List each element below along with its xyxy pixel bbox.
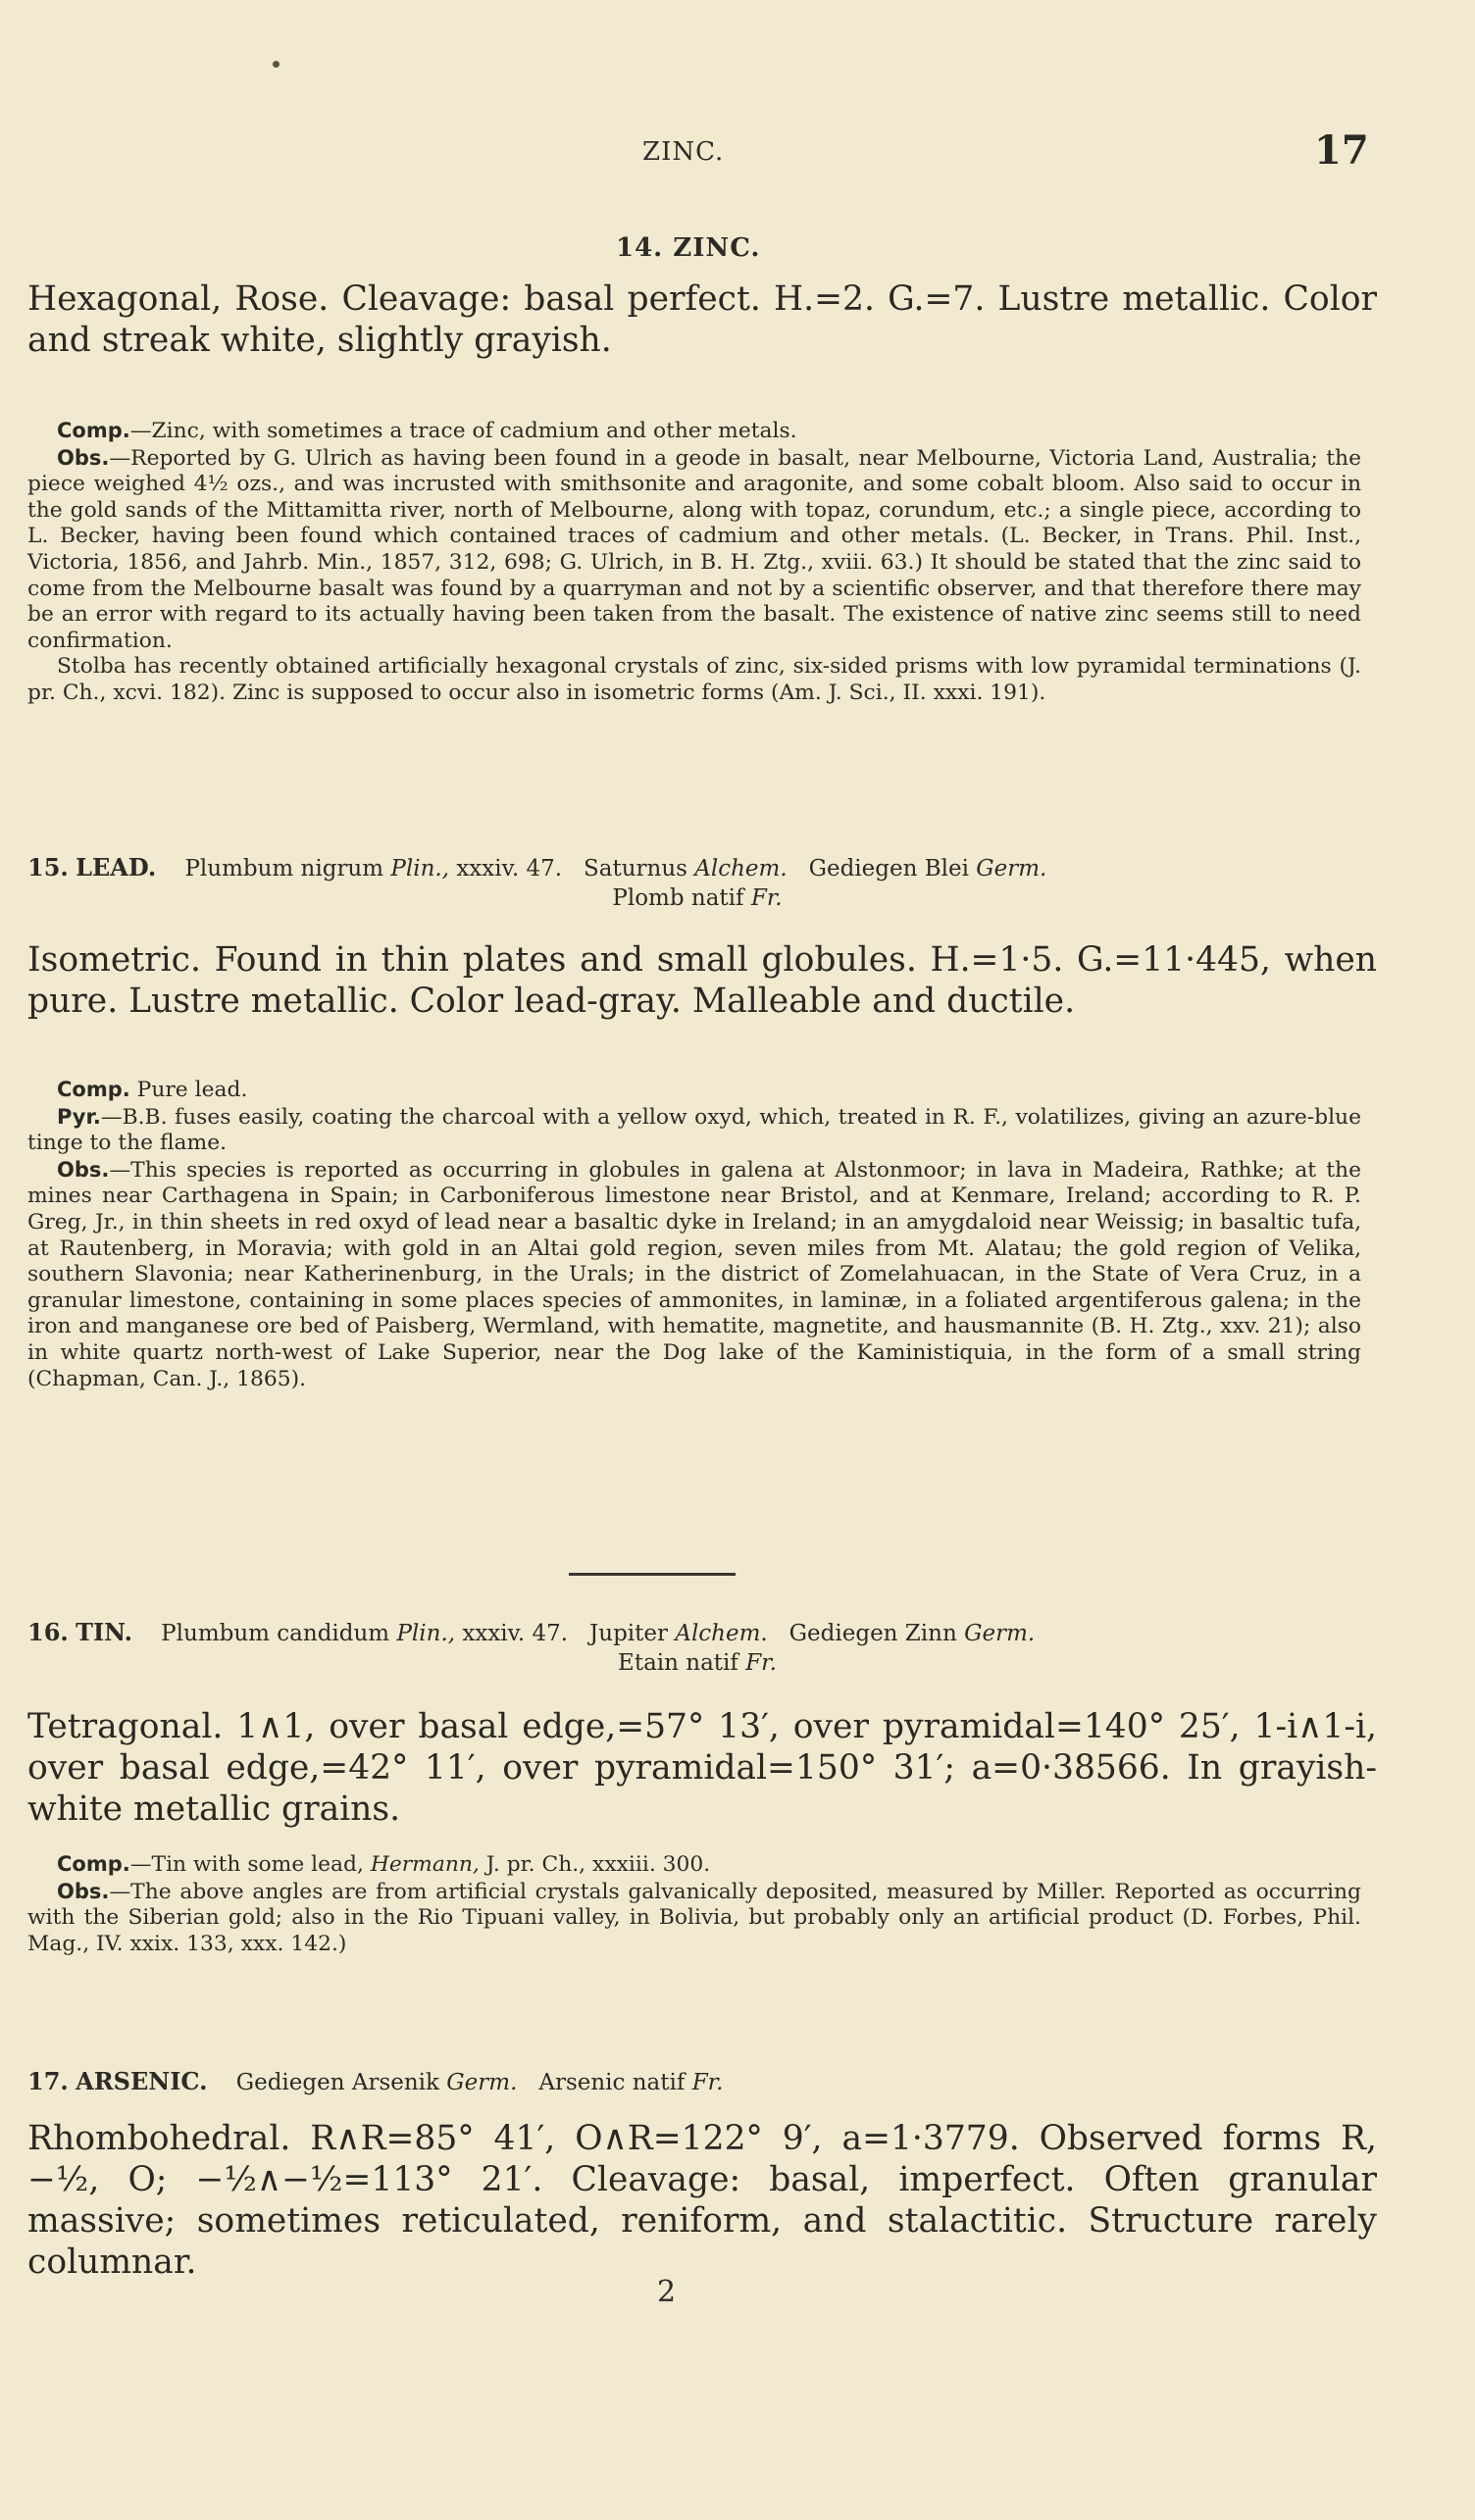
arsenic-synonym: Arsenic natif: [538, 2070, 686, 2095]
lead-obs: [27, 1157, 1361, 1392]
ink-speck: [273, 61, 280, 68]
lead-description: Isometric. Found in thin plates and small globules. H.=1·5. G.=11·445, when pure. Lustre metallic. Color lead-gray. Malleable and ductile.: [27, 940, 1377, 1021]
comp-label: Comp.: [57, 1078, 130, 1101]
tin-synonym-source: Alchem.: [675, 1621, 768, 1646]
zinc-description: Hexagonal, Rose. Cleavage: basal perfect. H.=2. G.=7. Lustre metallic. Color and streak white, slightly grayish.: [27, 279, 1377, 360]
lead-synonym: Saturnus: [583, 856, 687, 882]
lead-synonym: Plomb natif: [612, 885, 744, 911]
lead-synonym-source: Fr.: [750, 885, 783, 911]
tin-description: Tetragonal. 1∧1, over basal edge,=57° 13′, over pyramidal=140° 25′, 1-i∧1-i, over basal edge,=42° 11′, over pyramidal=150° 31′; a=0·38566. In grayish-white metallic grains.: [27, 1707, 1377, 1829]
comp-text: —Zinc, with sometimes a trace of cadmium and other metals.: [129, 419, 797, 443]
lead-name: LEAD.: [76, 853, 157, 882]
comp-ref: J. pr. Ch., xxxiii. 300.: [485, 1852, 711, 1877]
arsenic-synonym-source: Germ.: [446, 2070, 518, 2095]
lead-synonym-ref: xxxiv. 47.: [456, 856, 563, 882]
tin-header: [27, 1618, 1367, 1678]
arsenic-synonym-source: Fr.: [691, 2070, 724, 2095]
tin-synonym: Etain natif: [618, 1650, 738, 1676]
lead-synonym: Plumbum nigrum: [184, 856, 384, 882]
tin-number: 16.: [27, 1618, 69, 1646]
tin-synonym-source: Plin.,: [396, 1621, 456, 1646]
lead-synonym-source: Alchem.: [694, 856, 788, 882]
tin-synonym-source: Fr.: [745, 1650, 777, 1676]
section-rule: [569, 1573, 736, 1576]
lead-header-line2: [27, 883, 1367, 913]
pyr-label: Pyr.: [57, 1104, 101, 1129]
tin-header-line2: [27, 1648, 1367, 1678]
lead-header: [27, 853, 1367, 913]
obs-label: Obs.: [57, 1157, 110, 1182]
tin-synonym-ref: xxxiv. 47.: [462, 1621, 569, 1646]
arsenic-name: ARSENIC.: [76, 2067, 208, 2095]
tin-synonym: Plumbum candidum: [161, 1621, 390, 1646]
running-head: ZINC.: [642, 137, 725, 167]
lead-number: 15.: [27, 853, 69, 882]
arsenic-header: [27, 2067, 1367, 2097]
comp-label: Comp.: [57, 419, 130, 442]
zinc-notes: [27, 418, 1361, 707]
lead-notes: [27, 1077, 1361, 1392]
tin-obs: [27, 1879, 1361, 1958]
comp-text: —Tin with some lead,: [129, 1852, 364, 1877]
lead-synonym-source: Plin.,: [390, 856, 449, 882]
comp-label: Comp.: [57, 1852, 130, 1876]
arsenic-description: Rhombohedral. R∧R=85° 41′, O∧R=122° 9′, a=1·3779. Observed forms R, −½, O; −½∧−½=113° 21′. Cleavage: basal, imperfect. Often granular massive; sometimes reticulated, reniform, and stalactitic. Structure rarely columnar.: [27, 2119, 1377, 2282]
obs-text: —The above angles are from artificial crystals galvanically deposited, measured by Miller. Reported as occurring with the Siberian gold; also in the Rio Tipuani valley, in Bolivia, but probably only an artificial product (D. Forbes, Phil. Mag., IV. xxix. 133, xxx. 142.): [27, 1879, 1361, 1956]
pyr-text: —B.B. fuses easily, coating the charcoal with a yellow oxyd, which, treated in R. F., volatilizes, giving an azure-blue tinge to the flame.: [27, 1104, 1361, 1156]
tin-synonym: Gediegen Zinn: [788, 1621, 957, 1646]
obs-label: Obs.: [57, 1879, 110, 1903]
tin-name: TIN.: [76, 1618, 132, 1646]
zinc-stolba: Stolba has recently obtained artificially hexagonal crystals of zinc, six-sided prisms with low pyramidal terminations (J. pr. Ch., xcvi. 182). Zinc is supposed to occur also in isometric forms (Am. J. Sci., II. xxxi. 191).: [27, 654, 1361, 705]
signature-mark: 2: [657, 2275, 677, 2309]
obs-text: —This species is reported as occurring in globules in galena at Alstonmoor; in lava in Madeira, Rathke; at the mines near Carthagena in Spain; in Carboniferous limestone near Bristol, and at Kenmare, Ireland; according to R. P. Greg, Jr., in thin sheets in red oxyd of lead near a basaltic dyke in Ireland; in an amygdaloid near Weissig; in basaltic tufa, at Rautenberg, in Moravia; with gold in an Altai gold region, seven miles from Mt. Alatau; the gold region of Velika, southern Slavonia; near Katherinenburg, in the Urals; in the district of Zomelahuacan, in the State of Vera Cruz, in a granular limestone, containing in some places species of ammonites, in laminæ, in a foliated argentiferous galena; in the iron and manganese ore bed of Paisberg, Wermland, with hematite, magnetite, and hausmannite (B. H. Ztg., xxv. 21); also in white quartz north-west of Lake Superior, near the Dog lake of the Kaministiquia, in the form of a small string (Chapman, Can. J., 1865).: [27, 1157, 1361, 1391]
tin-comp: [27, 1851, 1361, 1879]
page-number: 17: [1314, 127, 1369, 174]
zinc-obs: [27, 445, 1361, 655]
tin-synonym-source: Germ.: [964, 1621, 1036, 1646]
zinc-title: 14. ZINC.: [616, 233, 761, 263]
comp-author: Hermann,: [370, 1852, 480, 1877]
tin-synonym: Jupiter: [589, 1621, 669, 1646]
lead-synonym: Gediegen Blei: [808, 856, 969, 882]
arsenic-number: 17.: [27, 2067, 69, 2095]
obs-text: —Reported by G. Ulrich as having been found in a geode in basalt, near Melbourne, Victoria Land, Australia; the piece weighed 4½ ozs., and was incrusted with smithsonite and aragonite, and some cobalt bloom. Also said to occur in the gold sands of the Mittamitta river, north of Melbourne, along with topaz, corundum, etc.; a single piece, according to L. Becker, having been found which contained traces of cadmium and other metals. (L. Becker, in Trans. Phil. Inst., Victoria, 1856, and Jahrb. Min., 1857, 312, 698; G. Ulrich, in B. H. Ztg., xviii. 63.) It should be stated that the zinc said to come from the Melbourne basalt was found by a quarryman and not by a scientific observer, and that therefore there may be an error with regard to its actually having been taken from the basalt. The existence of native zinc seems still to need confirmation.: [27, 445, 1361, 653]
lead-synonym-source: Germ.: [976, 856, 1047, 882]
lead-pyr: [27, 1104, 1361, 1157]
comp-text: Pure lead.: [136, 1078, 248, 1102]
zinc-comp: [27, 418, 1361, 445]
tin-notes: [27, 1851, 1361, 1957]
obs-label: Obs.: [57, 445, 110, 470]
lead-comp: [27, 1077, 1361, 1104]
arsenic-synonym: Gediegen Arsenik: [235, 2070, 439, 2095]
